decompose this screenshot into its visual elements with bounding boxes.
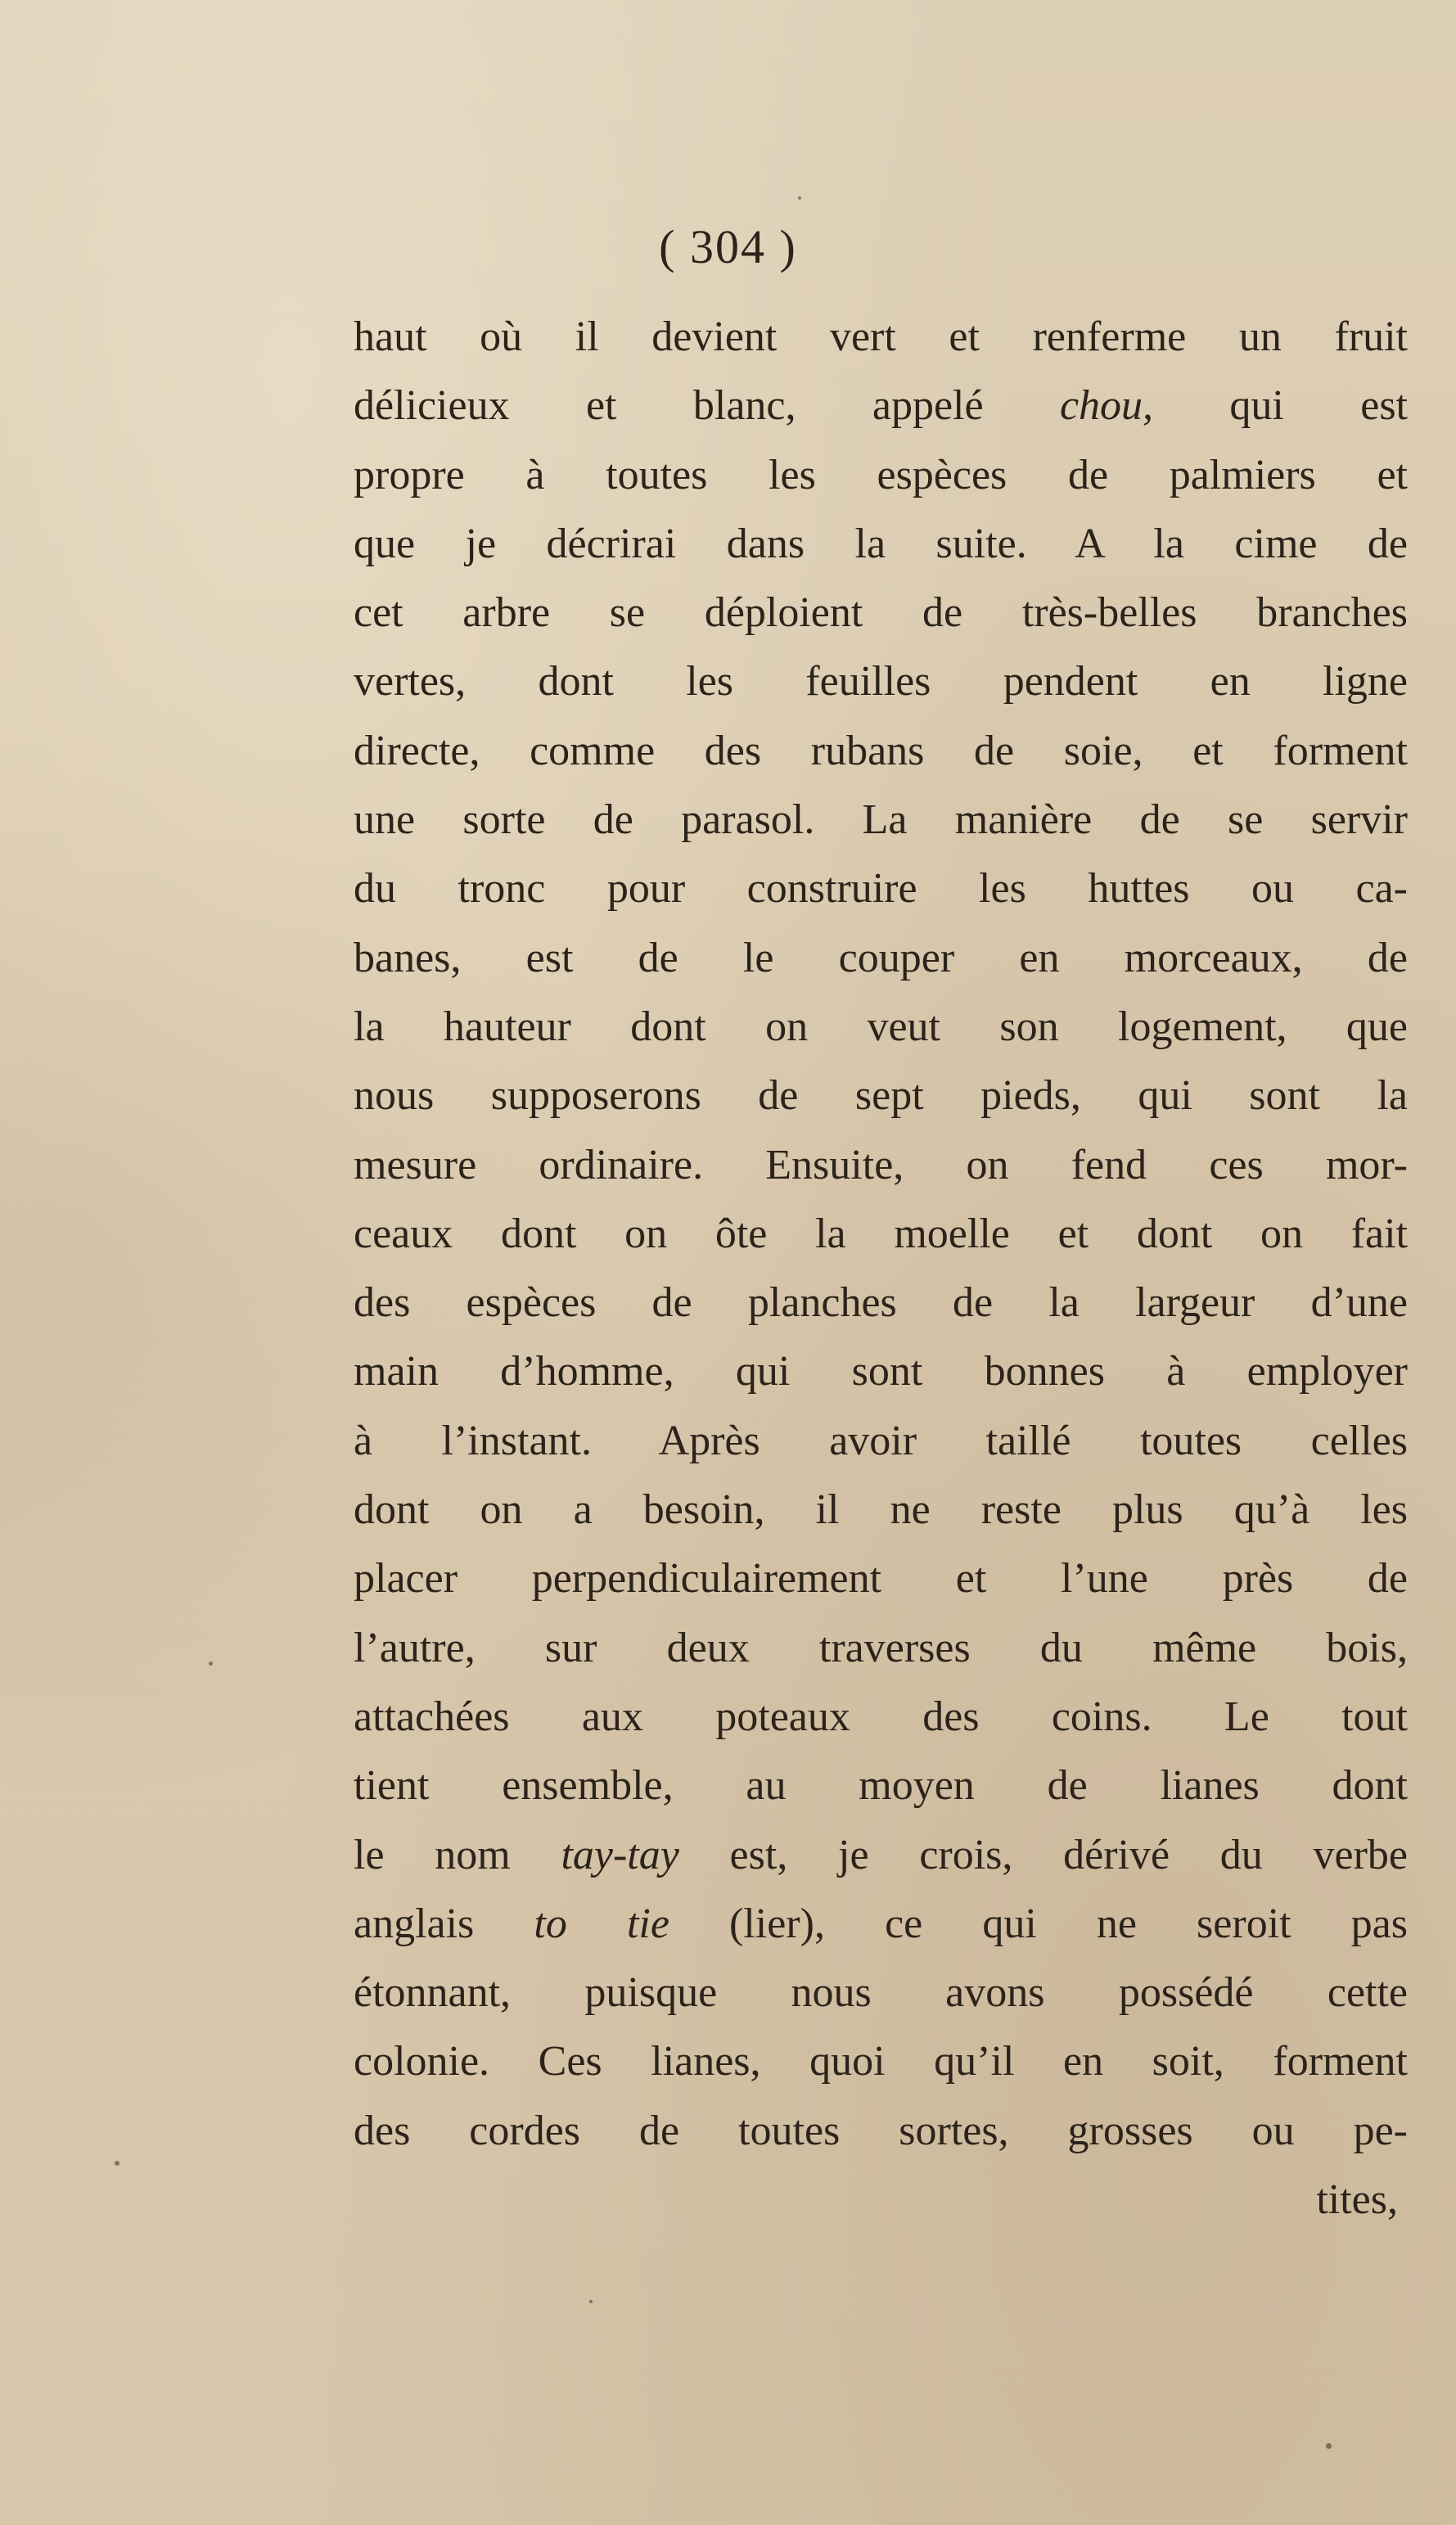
text-line-content: tient ensemble, au moyen de lianes dont (354, 1762, 1408, 1810)
text-line-content: du tronc pour construire les huttes ou ca- (354, 865, 1408, 913)
text-line (354, 786, 1408, 854)
text-line (354, 1476, 1408, 1544)
text-line (354, 924, 1408, 993)
text-line-content: l’autre, sur deux traverses du même bois, (354, 1624, 1408, 1671)
text-line-content: des cordes de toutes sortes, grosses ou pe- (354, 2107, 1408, 2154)
paper-speck (1326, 2443, 1332, 2449)
text-line-content: vertes, dont les feuilles pendent en ligne (354, 658, 1408, 706)
text-line-content: la hauteur dont on veut son logement, que (354, 1003, 1408, 1050)
text-line-segment: qui est (1153, 382, 1408, 430)
text-line (354, 579, 1408, 647)
text-line (354, 647, 1408, 716)
text-line (354, 993, 1408, 1062)
text-line-segment: anglais (354, 1900, 534, 1947)
paper-speck (115, 2161, 119, 2166)
text-line-segment: (lier), ce qui ne seroit pas (669, 1900, 1408, 1947)
text-line (354, 1269, 1408, 1337)
text-line-content: directe, comme des rubans de soie, et forment (354, 727, 1408, 774)
text-line (354, 2097, 1408, 2166)
text-line-segment: est, je crois, dérivé du verbe (678, 1831, 1408, 1878)
italic-term: tay-tay (561, 1831, 679, 1878)
text-line-content: à l’instant. Après avoir taillé toutes celles (354, 1417, 1408, 1464)
text-line-content: attachées aux poteaux des coins. Le tout (354, 1693, 1408, 1740)
text-line (354, 1131, 1408, 1200)
text-line (354, 1062, 1408, 1130)
text-line (354, 1683, 1408, 1752)
text-line (354, 1407, 1408, 1476)
text-line-content: colonie. Ces lianes, quoi qu’il en soit, forment (354, 2038, 1408, 2085)
text-line (354, 1200, 1408, 1269)
text-line-content: des espèces de planches de la largeur d’une (354, 1279, 1408, 1327)
text-line (354, 510, 1408, 579)
text-line-content: propre à toutes les espèces de palmiers et (354, 451, 1408, 498)
paper-speck (209, 1662, 213, 1666)
italic-term: to tie (534, 1900, 669, 1947)
text-line-content: une sorte de parasol. La manière de se servir (354, 796, 1408, 844)
text-line-content: main d’homme, qui sont bonnes à employer (354, 1348, 1408, 1396)
page-number: ( 304 ) (659, 220, 797, 273)
text-line-segment: le nom (354, 1831, 561, 1878)
text-line-content: banes, est de le couper en morceaux, de (354, 934, 1408, 981)
text-line-content: tites, (1316, 2176, 1398, 2224)
text-line-content: cet arbre se déploient de très-belles branches (354, 589, 1408, 637)
text-line (354, 441, 1408, 510)
text-line-content: placer perpendiculairement et l’une près de (354, 1555, 1408, 1603)
text-line (354, 2027, 1408, 2096)
paper-speck (798, 196, 801, 200)
text-line-segment: délicieux et blanc, appelé (354, 382, 1060, 430)
italic-term: chou, (1059, 382, 1154, 430)
text-line-content: nous supposerons de sept pieds, qui sont la (354, 1072, 1408, 1120)
text-line (354, 717, 1408, 786)
text-line (354, 1337, 1408, 1406)
body-text (354, 303, 1408, 2234)
text-line (354, 1890, 1408, 1959)
text-line (354, 1544, 1408, 1613)
paper-speck (589, 2300, 593, 2303)
text-line (354, 372, 1408, 440)
text-line (354, 854, 1408, 923)
text-line (354, 1614, 1408, 1683)
text-line (354, 1821, 1408, 1890)
text-line-content: que je décrirai dans la suite. A la cime de (354, 520, 1408, 567)
text-line (354, 1752, 1408, 1820)
text-line-content: haut où il devient vert et renferme un fruit (354, 313, 1408, 360)
text-line-content: étonnant, puisque nous avons possédé cette (354, 1969, 1408, 2017)
text-line-content: mesure ordinaire. Ensuite, on fend ces mor- (354, 1141, 1408, 1188)
text-line-content: dont on a besoin, il ne reste plus qu’à les (354, 1486, 1408, 1534)
text-line-content: ceaux dont on ôte la moelle et dont on fait (354, 1210, 1408, 1257)
text-line (354, 2166, 1408, 2234)
text-line (354, 303, 1408, 372)
text-line (354, 1959, 1408, 2027)
